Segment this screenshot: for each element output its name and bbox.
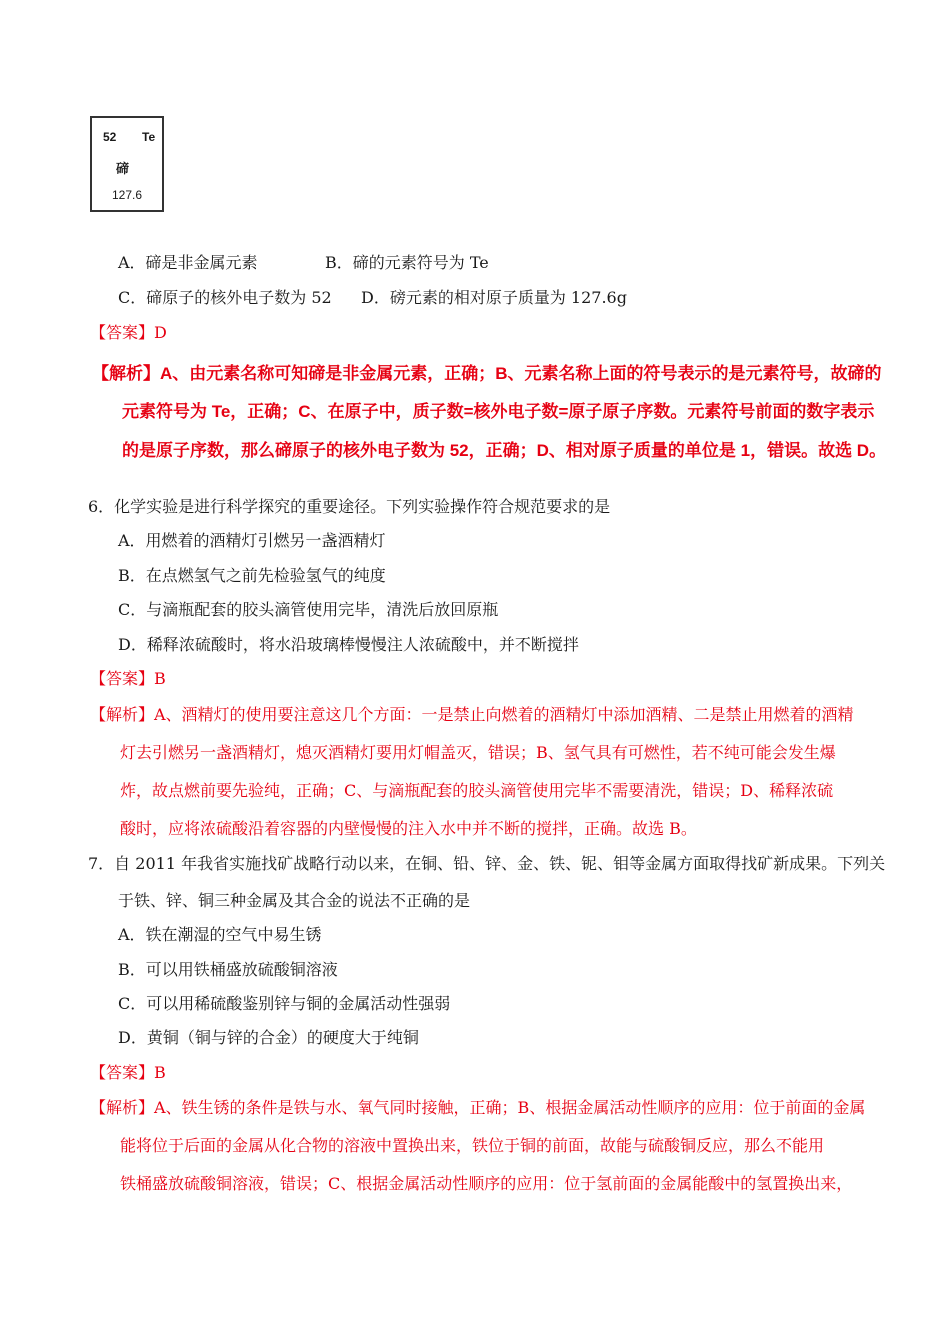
- q7-option-b: B．可以用铁桶盛放硫酸铜溶液: [118, 960, 338, 979]
- element-symbol: Te: [142, 130, 156, 144]
- atomic-mass: 127.6: [112, 188, 143, 202]
- q6-answer: 【答案】B: [90, 669, 166, 688]
- q6-stem: 6．化学实验是进行科学探究的重要途径。下列实验操作符合规范要求的是: [88, 497, 611, 516]
- q7-stem-line-1: 7．自 2011 年我省实施找矿战略行动以来，在铜、铅、锌、金、铁、铌、钼等金属方面取得找矿新成果。下列关: [88, 854, 886, 873]
- q7-stem-line-2: 于铁、锌、铜三种金属及其合金的说法不正确的是: [118, 891, 471, 910]
- q5-option-a: A．碲是非金属元素: [118, 253, 258, 272]
- q7-answer: 【答案】B: [90, 1063, 166, 1082]
- q5-analysis-line-3: 的是原子序数，那么碲原子的核外电子数为 52，正确；D、相对原子质量的单位是 1，错误。故选 D。: [122, 441, 887, 460]
- q6-analysis-line-2: 灯去引燃另一盏酒精灯，熄灭酒精灯要用灯帽盖灭，错误；B、氢气具有可燃性，若不纯可能会发生爆: [120, 743, 836, 762]
- q5-option-d: D．磅元素的相对原子质量为 127.6g: [361, 288, 627, 307]
- q7-analysis-line-2: 能将位于后面的金属从化合物的溶液中置换出来，铁位于铜的前面，故能与硫酸铜反应，那么不能用: [120, 1136, 825, 1155]
- q7-analysis-line-3: 铁桶盛放硫酸铜溶液，错误；C、根据金属活动性顺序的应用：位于氢前面的金属能酸中的氢置换出来，: [120, 1174, 853, 1193]
- q5-option-c: C．碲原子的核外电子数为 52: [118, 288, 332, 307]
- q6-option-a: A．用燃着的酒精灯引燃另一盏酒精灯: [118, 531, 386, 550]
- q7-option-c: C．可以用稀硫酸鉴别锌与铜的金属活动性强弱: [118, 994, 451, 1013]
- element-name: 碲: [116, 161, 130, 176]
- q5-analysis-line-1: 【解析】A、由元素名称可知碲是非金属元素，正确；B、元素名称上面的符号表示的是元素符号，故碲的: [92, 364, 882, 383]
- q5-option-b: B．碲的元素符号为 Te: [325, 253, 489, 272]
- q6-option-b: B．在点燃氢气之前先检验氢气的纯度: [118, 566, 386, 585]
- element-card-tellurium: [90, 116, 164, 212]
- q5-analysis-line-2: 元素符号为 Te，正确；C、在原子中，质子数=核外电子数=原子原子序数。元素符号前面的数字表示: [122, 402, 875, 421]
- q6-option-c: C．与滴瓶配套的胶头滴管使用完毕，清洗后放回原瓶: [118, 600, 499, 619]
- q6-analysis-line-3: 炸，故点燃前要先验纯，正确；C、与滴瓶配套的胶头滴管使用完毕不需要清洗，错误；D、稀释浓硫: [120, 781, 834, 800]
- atomic-number: 52: [103, 130, 117, 144]
- q6-option-d: D．稀释浓硫酸时，将水沿玻璃棒慢慢注人浓硫酸中，并不断搅拌: [118, 635, 579, 654]
- q7-option-a: A．铁在潮湿的空气中易生锈: [118, 925, 322, 944]
- q6-analysis-line-1: 【解析】A、酒精灯的使用要注意这几个方面：一是禁止向燃着的酒精灯中添加酒精、二是禁止用燃着的酒精: [90, 705, 854, 724]
- q7-option-d: D．黄铜（铜与锌的合金）的硬度大于纯铜: [118, 1028, 419, 1047]
- q5-answer: 【答案】D: [90, 323, 167, 342]
- q7-analysis-line-1: 【解析】A、铁生锈的条件是铁与水、氧气同时接触，正确；B、根据金属活动性顺序的应用：位于前面的金属: [90, 1098, 866, 1117]
- q6-analysis-line-4: 酸时，应将浓硫酸沿着容器的内壁慢慢的注入水中并不断的搅拌，正确。故选 B。: [120, 819, 697, 838]
